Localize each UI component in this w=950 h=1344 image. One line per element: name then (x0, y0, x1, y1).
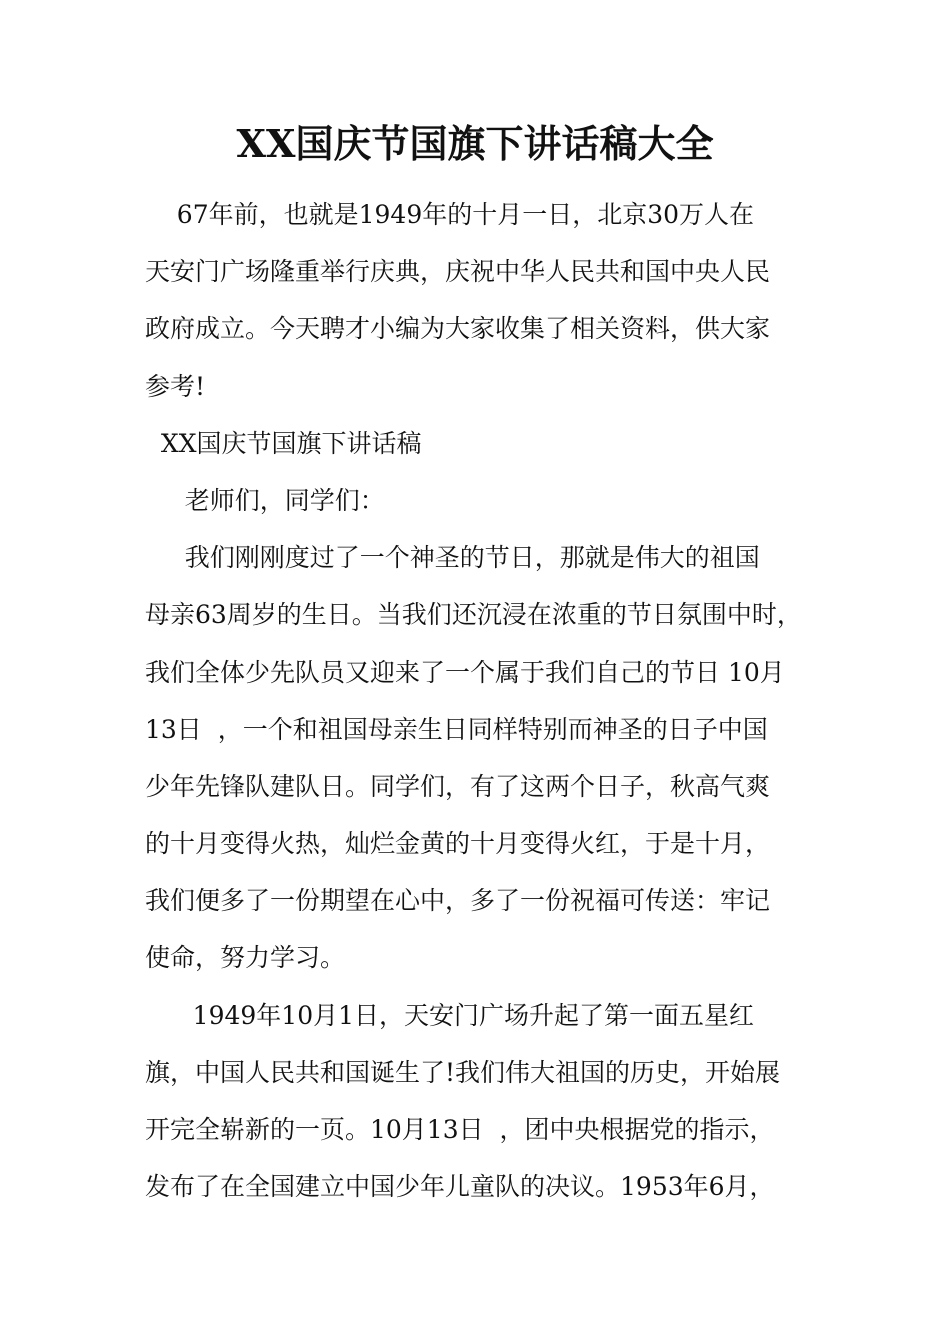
text-line: 使命，努力学习。 (145, 943, 346, 973)
document-body (145, 186, 825, 1215)
section-heading: XX国庆节国旗下讲话稿 (145, 428, 422, 458)
text-line: 母亲63周岁的生日。当我们还沉浸在浓重的节日氛围中时， (145, 600, 802, 630)
text-line: 67年前，也就是1949年的十月一日，北京30万人在 (145, 200, 755, 229)
text-line: 我们便多了一份期望在心中，多了一份祝福可传送：牢记 (145, 886, 771, 916)
text-line: 我们刚刚度过了一个神圣的节日，那就是伟大的祖国 (145, 543, 760, 573)
salutation: 老师们，同学们： (145, 485, 385, 515)
text-line: 开完全崭新的一页。10月13日 ，团中央根据党的指示， (145, 1115, 775, 1144)
text-line: 天安门广场隆重举行庆典，庆祝中华人民共和国中央人民 (145, 257, 771, 287)
text-line: 旗，中国人民共和国诞生了!我们伟大祖国的历史，开始展 (145, 1057, 781, 1087)
text-line: 少年先锋队建队日。同学们，有了这两个日子，秋高气爽 (145, 771, 771, 801)
text-line: 我们全体少先队员又迎来了一个属于我们自己的节日 10月 (145, 657, 785, 687)
text-line: 参考! (145, 371, 206, 401)
document-title: XX国庆节国旗下讲话稿大全 (236, 121, 714, 166)
text-line: 的十月变得火热，灿烂金黄的十月变得火红，于是十月， (145, 829, 771, 859)
text-line: 发布了在全国建立中国少年儿童队的决议。1953年6月， (145, 1172, 775, 1202)
text-line: 1949年10月1日，天安门广场升起了第一面五星红 (145, 1000, 755, 1030)
text-line: 政府成立。今天聘才小编为大家收集了相关资料，供大家 (145, 314, 771, 344)
text-line: 13日 ，一个和祖国母亲生日同样特别而神圣的日子中国 (145, 714, 768, 744)
